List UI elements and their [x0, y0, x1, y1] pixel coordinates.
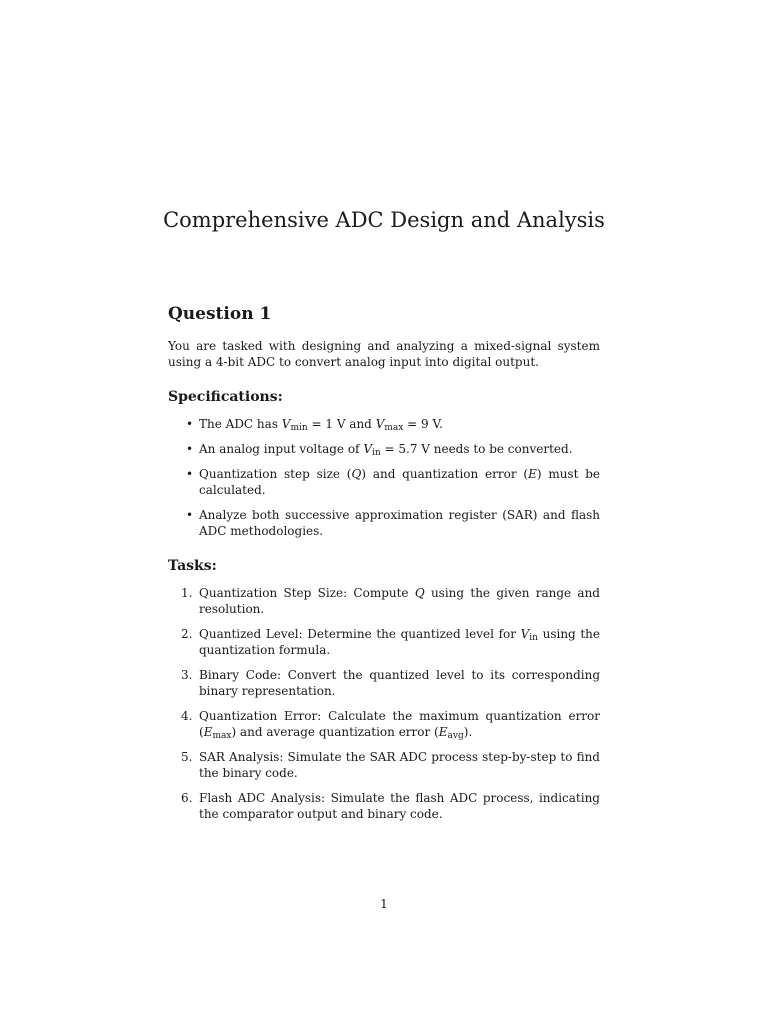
tasks-list	[168, 585, 600, 822]
document-body	[168, 300, 600, 831]
task-number: 1.	[181, 586, 193, 600]
bullet-icon: •	[186, 467, 194, 481]
question-heading: Question 1	[168, 304, 272, 324]
task-item: 1. Quantization Step Size: Compute Q using the given range and resolution.	[181, 586, 600, 616]
bullet-icon: •	[186, 508, 194, 522]
task-number: 3.	[181, 668, 193, 682]
document-title: Comprehensive ADC Design and Analysis	[163, 208, 605, 232]
task-number: 4.	[181, 709, 193, 723]
spec-item: • Quantization step size (Q) and quantization error (E) must be calculated.	[186, 467, 600, 497]
page-number: 1	[380, 897, 388, 911]
task-item: 2. Quantized Level: Determine the quantized level for $V_{in}$ using the quantization formula.	[181, 627, 600, 657]
specifications-heading: Specifications:	[168, 389, 283, 405]
task-item: 3. Binary Code: Convert the quantized level to its corresponding binary representation.	[181, 668, 600, 698]
task-number: 6.	[181, 791, 193, 805]
specifications-list	[168, 416, 600, 539]
bullet-icon: •	[186, 442, 194, 456]
task-item: 6. Flash ADC Analysis: Simulate the flash ADC process, indicating the comparator output and binary code.	[181, 791, 600, 821]
spec-item: • Analyze both successive approximation register (SAR) and flash ADC methodologies.	[186, 508, 600, 538]
bullet-icon: •	[186, 417, 194, 431]
task-item: 4. Quantization Error: Calculate the maximum quantization error $(E_{max})$ and average quantization error $(E_{avg})$.	[181, 709, 600, 741]
spec-item: • The ADC has $V_{min} = 1$ V and $V_{max} = 9$ V.	[186, 417, 443, 433]
task-number: 2.	[181, 627, 193, 641]
task-number: 5.	[181, 750, 193, 764]
tasks-heading: Tasks:	[168, 558, 217, 574]
task-item: 5. SAR Analysis: Simulate the SAR ADC process step-by-step to find the binary code.	[181, 750, 600, 780]
question-intro: You are tasked with designing and analyzing a mixed-signal system using a 4-bit ADC to convert analog input into digital output.	[168, 339, 600, 369]
spec-item: • An analog input voltage of $V_{in} = 5.7$ V needs to be converted.	[186, 442, 573, 458]
